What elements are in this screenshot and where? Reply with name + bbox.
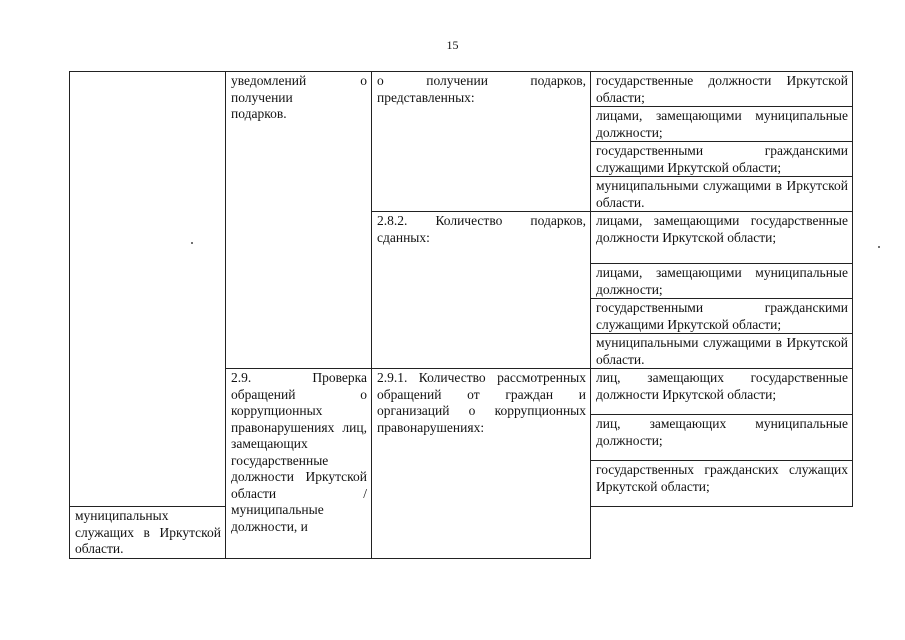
scan-speck bbox=[878, 246, 880, 248]
indicator-name-cell: 2.9. Проверка обращений о коррупционных правонарушениях лиц, замещающих государственные должности Иркутской области / муниципальные должности, и bbox=[226, 369, 372, 559]
category-cell: муниципальными служащими в Иркутской области. bbox=[591, 177, 853, 212]
category-cell: лицами, замещающими государственные должности Иркутской области; bbox=[591, 212, 853, 264]
category-cell: лиц, замещающих государственные должности Иркутской области; bbox=[591, 369, 853, 415]
category-cell: государственными гражданскими служащими Иркутской области; bbox=[591, 299, 853, 334]
indicator-name-cell bbox=[226, 72, 372, 369]
indicator-line: подарков. bbox=[231, 106, 287, 121]
category-cell: государственные должности Иркутской области; bbox=[591, 72, 853, 107]
category-cell: лиц, замещающих муниципальные должности; bbox=[591, 415, 853, 461]
subindicator-cell: 2.8.2. Количество подарков, сданных: bbox=[372, 212, 591, 369]
category-cell: государственных гражданских служащих Иркутской области; bbox=[591, 461, 853, 507]
category-cell: муниципальными служащими в Иркутской области. bbox=[591, 334, 853, 369]
category-cell: муниципальных служащих в Иркутской области. bbox=[70, 507, 226, 559]
category-cell: лицами, замещающими муниципальные должности; bbox=[591, 107, 853, 142]
empty-first-column-cell bbox=[70, 72, 226, 507]
page-number: 15 bbox=[446, 38, 459, 52]
report-table bbox=[69, 71, 853, 559]
indicator-line: получении bbox=[231, 89, 293, 105]
category-cell: государственными гражданскими служащими Иркутской области; bbox=[591, 142, 853, 177]
indicator-line: уведомлений о bbox=[231, 73, 367, 88]
subindicator-cell: о получении подарков, представленных: bbox=[372, 72, 591, 212]
category-cell: лицами, замещающими муниципальные должности; bbox=[591, 264, 853, 299]
subindicator-cell: 2.9.1. Количество рассмотренных обращений от граждан и организаций о коррупционных правонарушениях: bbox=[372, 369, 591, 559]
